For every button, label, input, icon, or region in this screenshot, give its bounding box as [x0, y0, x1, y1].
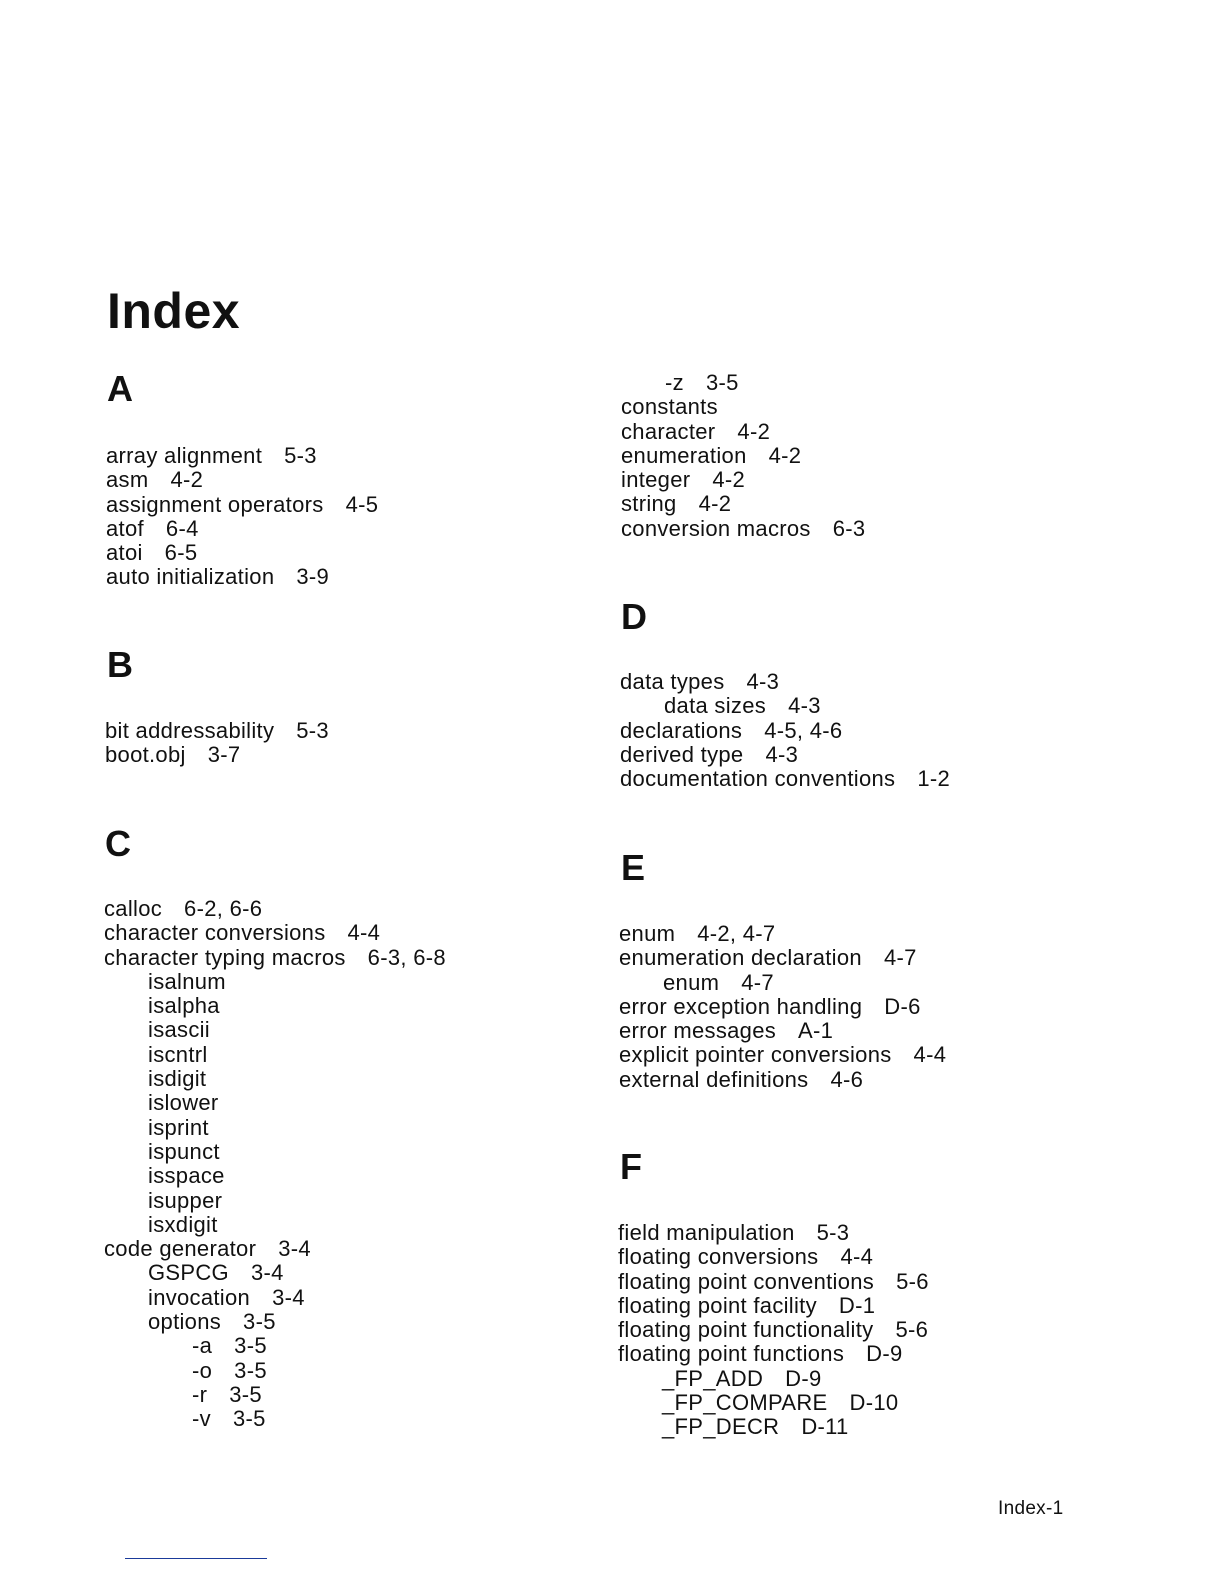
index-page-ref: D-9 [866, 1341, 903, 1367]
index-entry [619, 1019, 946, 1043]
page-title: Index [107, 283, 241, 339]
index-entry [106, 493, 378, 517]
index-page-ref: 3-5 [705, 370, 739, 395]
index-term: assignment operators [106, 491, 324, 517]
index-entry [104, 1383, 446, 1407]
index-term: explicit pointer conversions [619, 1042, 892, 1068]
index-entry [104, 1018, 446, 1042]
index-term: error exception handling [619, 993, 863, 1019]
index-page-ref: 6-5 [164, 540, 198, 566]
index-term: code generator [104, 1236, 257, 1262]
index-term: calloc [104, 896, 163, 921]
index-page-ref: D-1 [838, 1292, 876, 1318]
index-page-ref: 4-7 [741, 969, 774, 995]
index-entry [106, 468, 378, 492]
index-entry [619, 1043, 946, 1067]
index-entry [105, 743, 329, 767]
index-page-ref: 4-5 [345, 491, 379, 517]
index-term: floating conversions [618, 1244, 819, 1270]
index-entry [619, 1068, 946, 1092]
index-entry [106, 541, 378, 565]
index-page-ref: 4-2 [737, 418, 771, 444]
index-entry [104, 1334, 446, 1358]
index-term: atoi [106, 540, 143, 566]
index-term: conversion macros [621, 515, 811, 541]
section-letter-a: A [107, 368, 133, 409]
index-entry [620, 670, 950, 694]
index-entry [618, 1318, 929, 1342]
index-page-ref: 3-9 [296, 564, 330, 590]
index-page-ref: D-6 [884, 993, 921, 1019]
index-term: character typing macros [104, 944, 346, 970]
index-page-ref: 5-3 [284, 443, 317, 468]
index-entry [104, 1043, 446, 1067]
index-page-ref: 3-4 [250, 1260, 284, 1286]
section-letter-d: D [621, 596, 647, 637]
index-page-ref: 3-7 [207, 742, 241, 768]
index-term: -a [192, 1333, 213, 1359]
index-entry [106, 517, 378, 541]
section-d-entries [620, 670, 950, 791]
index-entry [618, 1245, 929, 1269]
index-entry [618, 1294, 929, 1318]
index-term: external definitions [619, 1066, 809, 1092]
index-page-ref: 4-3 [788, 693, 821, 719]
index-term: character [621, 418, 716, 444]
index-entry [104, 1237, 446, 1261]
index-page-ref: 5-3 [296, 718, 329, 743]
index-page-ref: 3-5 [234, 1357, 267, 1383]
index-entry [621, 420, 865, 444]
index-entry [104, 1140, 446, 1164]
index-term: isdigit [148, 1066, 207, 1092]
index-term: iscntrl [148, 1041, 208, 1067]
index-term: enumeration declaration [619, 945, 862, 971]
index-entry [620, 719, 950, 743]
index-entry [621, 371, 865, 395]
index-entry [104, 1261, 446, 1285]
index-term: string [621, 491, 677, 517]
footer-page-number: Index-1 [998, 1498, 1064, 1519]
index-entry [619, 946, 946, 970]
index-term: islower [148, 1090, 219, 1116]
index-term: floating point functionality [618, 1317, 874, 1343]
index-page-ref: 4-4 [913, 1042, 947, 1068]
index-page-ref: D-11 [801, 1414, 849, 1440]
index-entry [104, 1091, 446, 1115]
section-c-continued-entries [621, 371, 865, 541]
index-entry [104, 1310, 446, 1334]
index-term: isxdigit [148, 1211, 218, 1237]
index-page-ref: 5-6 [896, 1268, 929, 1294]
index-page-ref: 3-4 [272, 1284, 305, 1310]
index-page-ref: 3-5 [232, 1406, 266, 1432]
index-entry [104, 1116, 446, 1140]
section-c-entries [104, 897, 446, 1432]
index-term: -v [192, 1406, 211, 1432]
index-page-ref: 5-6 [895, 1317, 929, 1343]
index-term: enum [619, 921, 676, 946]
index-page-ref: 6-3 [832, 515, 866, 541]
index-entry [104, 897, 446, 921]
index-entry [621, 395, 865, 419]
index-term: data sizes [664, 693, 767, 719]
index-term: derived type [620, 741, 744, 767]
index-entry [105, 719, 329, 743]
index-entry [618, 1391, 929, 1415]
index-entry [104, 1213, 446, 1237]
index-page-ref: 3-5 [229, 1381, 262, 1407]
index-term: enumeration [621, 442, 747, 468]
index-term: -z [665, 370, 684, 395]
index-entry [618, 1415, 929, 1439]
index-entry [104, 994, 446, 1018]
section-letter-c: C [105, 823, 131, 864]
index-entry [621, 468, 865, 492]
index-term: -o [192, 1357, 213, 1383]
index-entry [618, 1367, 929, 1391]
index-term: isascii [148, 1017, 210, 1043]
index-term: atof [106, 515, 144, 541]
index-entry [618, 1342, 929, 1366]
section-letter-f: F [620, 1146, 642, 1187]
index-entry [104, 946, 446, 970]
index-term: data types [620, 669, 725, 694]
index-term: -r [192, 1381, 208, 1407]
index-page-ref: 4-2 [768, 442, 802, 468]
index-page-ref: 3-4 [278, 1236, 311, 1262]
index-entry [104, 1286, 446, 1310]
section-b-entries [105, 719, 329, 768]
index-entry [106, 444, 378, 468]
section-letter-e: E [621, 847, 646, 888]
index-page-ref: 3-5 [243, 1309, 276, 1335]
index-page-ref: 4-2 [712, 467, 746, 493]
index-entry [618, 1270, 929, 1294]
index-term: boot.obj [105, 742, 186, 768]
index-term: character conversions [104, 920, 326, 946]
index-term: declarations [620, 717, 743, 743]
index-page-ref: D-10 [849, 1390, 899, 1416]
index-page-ref: 4-3 [765, 741, 799, 767]
index-page-ref: 4-7 [883, 945, 917, 971]
index-term: isprint [148, 1114, 209, 1140]
index-entry [104, 1164, 446, 1188]
index-page-ref: D-9 [785, 1365, 822, 1391]
index-term: enum [663, 969, 720, 995]
index-page-ref: 6-3, 6-8 [367, 944, 446, 970]
index-entry [620, 694, 950, 718]
index-term: invocation [148, 1284, 251, 1310]
index-entry [618, 1221, 929, 1245]
index-page-ref: 4-4 [347, 920, 381, 946]
index-page-ref: 5-3 [816, 1220, 850, 1245]
index-term: _FP_ADD [662, 1365, 764, 1391]
section-f-entries [618, 1221, 929, 1440]
index-entry [104, 1407, 446, 1431]
index-page-ref: 4-2 [698, 491, 732, 517]
index-term: isalnum [148, 968, 226, 994]
index-entry [104, 921, 446, 945]
index-entry [106, 565, 378, 589]
index-page-ref: 4-3 [746, 669, 780, 694]
footer-rule [125, 1558, 267, 1559]
section-e-entries [619, 922, 946, 1092]
index-term: documentation conventions [620, 766, 896, 792]
section-letter-b: B [107, 644, 133, 685]
index-entry [619, 922, 946, 946]
index-term: auto initialization [106, 564, 275, 590]
index-term: constants [621, 394, 718, 420]
index-term: options [148, 1309, 222, 1335]
index-page-ref: 4-5, 4-6 [764, 717, 843, 743]
index-page-ref: 1-2 [917, 766, 951, 792]
index-entry [619, 995, 946, 1019]
index-term: isupper [148, 1187, 223, 1213]
index-entry [621, 517, 865, 541]
index-term: isalpha [148, 993, 220, 1019]
index-term: _FP_COMPARE [662, 1390, 828, 1416]
index-page-ref: 3-5 [234, 1333, 267, 1359]
index-term: integer [621, 467, 691, 493]
index-term: ispunct [148, 1138, 220, 1164]
index-entry [620, 767, 950, 791]
index-page-ref: 6-4 [165, 515, 199, 541]
index-page-ref: 4-6 [830, 1066, 864, 1092]
index-entry [104, 1359, 446, 1383]
index-term: asm [106, 467, 149, 493]
index-term: floating point conventions [618, 1268, 875, 1294]
index-entry [104, 970, 446, 994]
index-entry [619, 971, 946, 995]
section-a-entries [106, 444, 378, 590]
index-entry [104, 1067, 446, 1091]
index-term: error messages [619, 1018, 777, 1044]
index-term: floating point functions [618, 1341, 845, 1367]
index-entry [620, 743, 950, 767]
index-page-ref: 6-2, 6-6 [184, 896, 263, 921]
index-page-ref: A-1 [798, 1018, 834, 1044]
index-term: bit addressability [105, 718, 275, 743]
index-term: field manipulation [618, 1220, 795, 1245]
index-term: isspace [148, 1163, 225, 1189]
index-term: _FP_DECR [662, 1414, 780, 1440]
index-page-ref: 4-2 [170, 467, 204, 493]
index-page-ref: 4-4 [840, 1244, 874, 1270]
index-entry [621, 492, 865, 516]
index-term: array alignment [106, 443, 263, 468]
index-entry [621, 444, 865, 468]
index-term: floating point facility [618, 1292, 817, 1318]
index-page-ref: 4-2, 4-7 [697, 921, 776, 946]
index-term: GSPCG [148, 1260, 229, 1286]
index-entry [104, 1189, 446, 1213]
